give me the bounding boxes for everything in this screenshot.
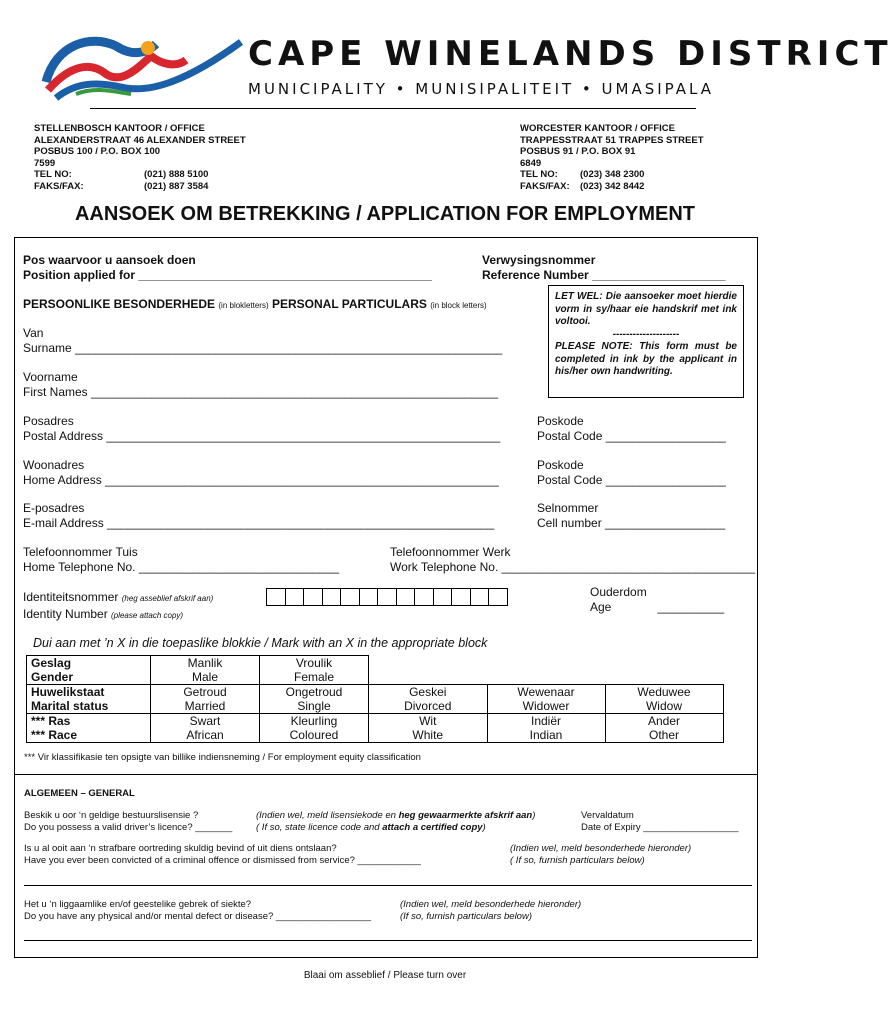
home-label-af: Woonadres: [23, 458, 85, 472]
race-white-option[interactable]: Wit White: [369, 714, 488, 743]
stellenbosch-office: [34, 123, 246, 192]
office-line: POSBUS 100 / P.O. BOX 100: [34, 146, 161, 157]
exp-en: Date of Expiry __________________: [581, 821, 739, 833]
general-heading: ALGEMEEN – GENERAL: [24, 788, 135, 799]
crim-q-af: Is u al ooit aan ‘n strafbare oortreding skuldig bevind of uit diens ontslaan?: [24, 843, 337, 854]
home-telephone-field[interactable]: [23, 545, 339, 574]
postal-label-en: Postal Address ___________________________________________________________: [23, 428, 501, 443]
identity-number-label: [23, 590, 213, 623]
home-address-field[interactable]: [23, 458, 499, 487]
race-indian-option[interactable]: Indiër Indian: [487, 714, 605, 743]
note-af: LET WEL: Die aansoeker moet hierdie vorm in sy/haar eie handskrif met ink voltooi.: [555, 291, 737, 327]
criminal-question[interactable]: [24, 843, 421, 866]
age-line: __________: [657, 599, 725, 614]
position-label-en: Position applied for ____________________________________________: [23, 267, 432, 282]
id-label-en: Identity Number: [23, 606, 108, 621]
disability-note: (Indien wel, meld besonderhede hieronder) (If so, furnish particulars below): [400, 899, 582, 922]
fax-label: FAKS/FAX:: [34, 180, 84, 192]
tel-label: TEL NO:: [520, 169, 558, 180]
age-field[interactable]: [590, 585, 724, 614]
fax-number: (021) 887 3584: [144, 180, 209, 192]
reference-field[interactable]: [482, 253, 726, 282]
municipality-logo: [36, 34, 246, 104]
district-title: CAPE WINELANDS DISTRICT: [248, 34, 893, 74]
first-label-af: Voorname: [23, 370, 78, 384]
cell-label-af: Selnommer: [537, 501, 599, 515]
email-label-af: E-posadres: [23, 501, 85, 515]
expiry-date-field[interactable]: [581, 810, 738, 833]
surname-label-af: Van: [23, 326, 44, 340]
id-note-en: (please attach copy): [111, 610, 184, 620]
surname-label-en: Surname ________________________________________________________________: [23, 340, 503, 355]
position-label-af: Pos waarvoor u aansoek doen: [23, 253, 196, 267]
marital-single-option[interactable]: Ongetroud Single: [260, 685, 369, 714]
personal-particulars-heading: [23, 297, 487, 314]
wtel-label-af: Telefoonnommer Werk: [390, 545, 511, 559]
office-line: POSBUS 91 / P.O. BOX 91: [520, 146, 636, 157]
cell-label-en: Cell number __________________: [537, 515, 726, 530]
exp-af: Vervaldatum: [581, 810, 634, 821]
tel-label: TEL NO:: [34, 169, 72, 180]
worcester-office: [520, 123, 704, 192]
equity-note: *** Vir klassifikasie ten opsigte van billike indiensneming / For employment equity classification: [24, 752, 421, 763]
criminal-particulars-line[interactable]: [24, 885, 752, 886]
note-separator: --------------------: [612, 328, 680, 340]
email-field[interactable]: [23, 501, 494, 530]
marital-married-option[interactable]: Getroud Married: [151, 685, 260, 714]
id-label-af: Identiteitsnommer: [23, 590, 119, 604]
age-label-af: Ouderdom: [590, 585, 647, 599]
postal-code-field[interactable]: [537, 414, 726, 443]
marital-label: Huwelikstaat Marital status: [27, 685, 151, 714]
email-label-en: E-mail Address __________________________________________________________: [23, 515, 495, 530]
race-coloured-option[interactable]: Kleurling Coloured: [260, 714, 369, 743]
marital-widow-option[interactable]: Weduwee Widow: [605, 685, 723, 714]
pcode-label-en: Postal Code __________________: [537, 428, 726, 443]
wtel-label-en: Work Telephone No. ______________________________________: [390, 559, 756, 574]
gender-label: Geslag Gender: [27, 656, 151, 685]
reference-label-en: Reference Number ____________________: [482, 267, 726, 282]
dis-q-af: Het u ‘n liggaamlike en/of geestelike gebrek of siekte?: [24, 899, 252, 910]
htel-label-af: Telefoonnommer Tuis: [23, 545, 138, 559]
crim-q-en: Have you ever been convicted of a criminal offence or dismissed from service? ____________: [24, 854, 421, 866]
pp-en-note: (in block letters): [430, 301, 487, 310]
classification-grid: [26, 655, 724, 743]
home-label-en: Home Address ___________________________________________________________: [23, 472, 499, 487]
section-rule: [14, 774, 758, 775]
district-subtitle: MUNICIPALITY • MUNISIPALITEIT • UMASIPALA: [248, 80, 714, 98]
header-rule: [90, 108, 696, 109]
fax-label: FAKS/FAX:: [520, 180, 570, 192]
lic-q-af: Beskik u oor ‘n geldige bestuurslisensie ?: [24, 810, 199, 821]
please-note-box: [548, 285, 744, 398]
note-en: PLEASE NOTE: This form must be completed in ink by the applicant in his/her own handwriting.: [555, 341, 737, 377]
criminal-note: (Indien wel, meld besonderhede hieronder) ( If so, furnish particulars below): [510, 843, 692, 866]
form-title: AANSOEK OM BETREKKING / APPLICATION FOR EMPLOYMENT: [74, 203, 695, 225]
home-postal-code-field[interactable]: [537, 458, 726, 487]
pp-af-note: (in blokletters): [218, 301, 269, 310]
work-telephone-field[interactable]: [390, 545, 755, 574]
marital-divorced-option[interactable]: Geskei Divorced: [369, 685, 488, 714]
office-line: 6849: [520, 157, 542, 169]
fax-number: (023) 342 8442: [580, 180, 645, 192]
marital-widower-option[interactable]: Wewenaar Widower: [487, 685, 605, 714]
first-label-en: First Names _____________________________________________________________: [23, 384, 499, 399]
age-label-en: Age: [590, 599, 612, 614]
pp-en: PERSONAL PARTICULARS: [271, 297, 427, 311]
race-other-option[interactable]: Ander Other: [605, 714, 723, 743]
postal-label-af: Posadres: [23, 414, 74, 428]
please-turn-over: Blaai om asseblief / Please turn over: [303, 970, 467, 981]
pcode2-label-af: Poskode: [537, 458, 584, 472]
surname-field[interactable]: [23, 326, 502, 355]
disability-question[interactable]: [24, 899, 371, 922]
disability-particulars-line[interactable]: [24, 940, 752, 941]
mark-x-instruction: Dui aan met ’n X in die toepaslike blokkie / Mark with an X in the appropriate block: [33, 636, 488, 650]
office-line: ALEXANDERSTRAAT 46 ALEXANDER STREET: [34, 134, 246, 146]
cell-number-field[interactable]: [537, 501, 725, 530]
postal-address-field[interactable]: [23, 414, 500, 443]
reference-label-af: Verwysingsnommer: [482, 253, 596, 267]
position-field[interactable]: [23, 253, 432, 282]
licence-note: (Indien wel, meld lisensiekode en heg gewaarmerkte afskrif aan) ( If so, state licence code and attach a certified copy): [256, 810, 536, 833]
race-label: *** Ras *** Race: [27, 714, 151, 743]
dis-q-en: Do you have any physical and/or mental defect or disease? __________________: [24, 910, 372, 922]
office-line: 7599: [34, 157, 56, 169]
office-line: WORCESTER KANTOOR / OFFICE: [520, 123, 675, 134]
tel-number: (023) 348 2300: [580, 169, 645, 180]
id-note-af: (heg asseblief afskrif aan): [121, 594, 214, 603]
race-african-option[interactable]: Swart African: [151, 714, 260, 743]
pcode2-label-en: Postal Code __________________: [537, 472, 726, 487]
first-names-field[interactable]: [23, 370, 498, 399]
gender-female-option[interactable]: Vroulik Female: [260, 656, 369, 685]
office-line: STELLENBOSCH KANTOOR / OFFICE: [34, 123, 205, 134]
gender-male-option[interactable]: Manlik Male: [151, 656, 260, 685]
identity-number-boxes[interactable]: [266, 588, 508, 606]
lic-q-en: Do you possess a valid driver’s licence? _______: [24, 821, 233, 833]
pcode-label-af: Poskode: [537, 414, 584, 428]
htel-label-en: Home Telephone No. ______________________________: [23, 559, 340, 574]
pp-af: PERSOONLIKE BESONDERHEDE: [23, 297, 216, 311]
tel-number: (021) 888 5100: [144, 169, 209, 180]
office-line: TRAPPESSTRAAT 51 TRAPPES STREET: [520, 134, 704, 146]
licence-question[interactable]: [24, 810, 232, 833]
